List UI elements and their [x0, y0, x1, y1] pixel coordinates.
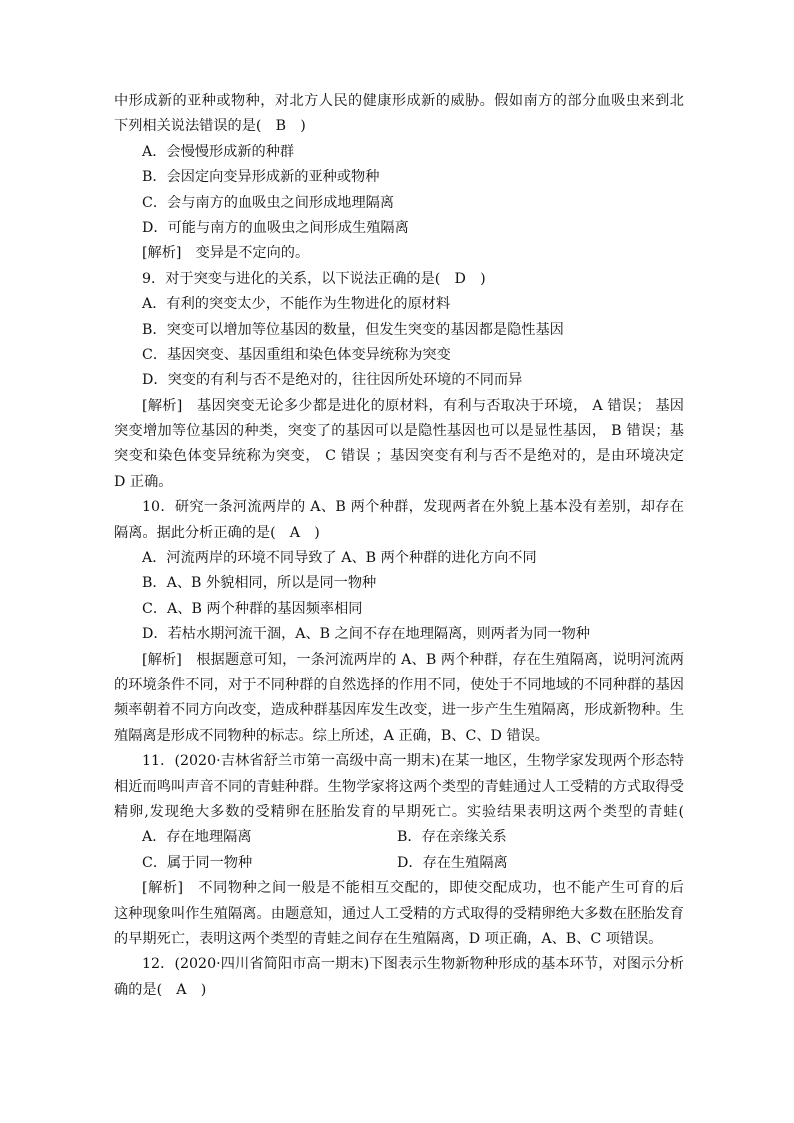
document-page: [114, 89, 684, 1003]
q9-stem: 9．对于突变与进化的关系，以下说法正确的是( D ): [142, 270, 486, 287]
q11-analysis-line-2: 这种现象叫作生殖隔离。由题意知，通过人工受精的方式取得的受精卵绝大多数在胚胎发育: [114, 905, 684, 922]
q10-stem-line-1: 10．研究一条河流两岸的 A、B 两个种群，发现两者在外貌上基本没有差别，却存在: [142, 499, 684, 516]
q11-option-a: A．存在地理隔离: [142, 829, 252, 846]
q8-option-c: C．会与南方的血吸虫之间形成地理隔离: [142, 194, 395, 211]
q10-analysis-line-1: [解析] 根据题意可知，一条河流两岸的 A、B 两个种群，存在生殖隔离，说明河流两: [142, 651, 684, 668]
q10-stem-line-2: 隔离。据此分析正确的是( A ): [114, 524, 320, 541]
q10-option-c: C．A、B 两个种群的基因频率相同: [142, 600, 363, 617]
q10-analysis-line-3: 频率朝着不同方向改变，造成种群基因库发生改变，进一步产生生殖隔离，形成新物种。生: [114, 702, 684, 719]
q9-analysis-line-2: 突变增加等位基因的种类，突变了的基因可以是隐性基因也可以是显性基因， B 错误；基: [114, 423, 684, 440]
q12-stem-line-2: 确的是( A ): [114, 981, 207, 998]
q11-stem-line-2: 相近而鸣叫声音不同的青蛙种群。生物学家将这两个类型的青蛙通过人工受精的方式取得受: [114, 778, 684, 795]
q9-analysis-line-1: [解析] 基因突变无论多少都是进化的原材料，有利与否取决于环境， A 错误； 基因: [142, 397, 684, 414]
q9-option-d: D．突变的有利与否不是绝对的，往往因所处环境的不同而异: [142, 372, 523, 389]
q9-analysis-line-3: 突变和染色体变异统称为突变， C 错误 ；基因突变有利与否不是绝对的，是由环境决定: [114, 448, 684, 465]
q9-option-b: B．突变可以增加等位基因的数量，但发生突变的基因都是隐性基因: [142, 321, 564, 338]
q9-analysis-line-4: D 正确。: [114, 473, 173, 490]
q10-option-d: D．若枯水期河流干涸，A、B 之间不存在地理隔离，则两者为同一物种: [142, 626, 590, 643]
q10-analysis-line-2: 的环境条件不同，对于不同种群的自然选择的作用不同，使处于不同地域的不同种群的基因: [114, 676, 684, 693]
q8-stem-line-1: 中形成新的亚种或物种，对北方人民的健康形成新的威胁。假如南方的部分血吸虫来到北: [114, 93, 684, 109]
q9-option-a: A．有利的突变太少，不能作为生物进化的原材料: [142, 296, 451, 313]
q11-analysis-line-3: 的早期死亡，表明这两个类型的青蛙之间存在生殖隔离，D 项正确，A、B、C 项错误。: [114, 930, 663, 947]
q11-option-c: C．属于同一物种: [142, 854, 253, 871]
q11-analysis-line-1: [解析] 不同物种之间一般是不能相互交配的，即使交配成功，也不能产生可育的后: [142, 880, 684, 897]
q8-option-d: D．可能与南方的血吸虫之间形成生殖隔离: [142, 219, 409, 236]
q8-analysis: [解析] 变异是不定向的。: [142, 245, 310, 262]
q10-option-a: A．河流两岸的环境不同导致了 A、B 两个种群的进化方向不同: [142, 550, 537, 567]
q8-option-a: A．会慢慢形成新的种群: [142, 143, 295, 160]
q9-option-c: C．基因突变、基因重组和染色体变异统称为突变: [142, 346, 451, 363]
q11-options-row-1: [114, 825, 684, 850]
q11-options-row-2: [114, 851, 684, 876]
q10-option-b: B．A、B 外貌相同，所以是同一物种: [142, 575, 377, 592]
q11-stem-line-1: 11．(2020·吉林省舒兰市第一高级中高一期末)在某一地区，生物学家发现两个形态特: [142, 753, 684, 770]
q12-stem-line-1: 12．(2020·四川省简阳市高一期末)下图表示生物新物种形成的基本环节，对图示分析: [142, 956, 684, 973]
q10-analysis-line-4: 殖隔离是形成不同物种的标志。综上所述，A 正确，B、C、D 错误。: [114, 727, 549, 744]
q8-stem-line-2: 下列相关说法错误的是( B ): [114, 118, 306, 135]
q8-option-b: B．会因定向变异形成新的亚种或物种: [142, 169, 380, 186]
q11-option-d: D．存在生殖隔离: [397, 854, 508, 871]
q11-option-b: B．存在亲缘关系: [397, 829, 507, 846]
q11-stem-line-3: 精卵,发现绝大多数的受精卵在胚胎发育的早期死亡。实验结果表明这两个类型的青蛙(: [114, 803, 684, 820]
